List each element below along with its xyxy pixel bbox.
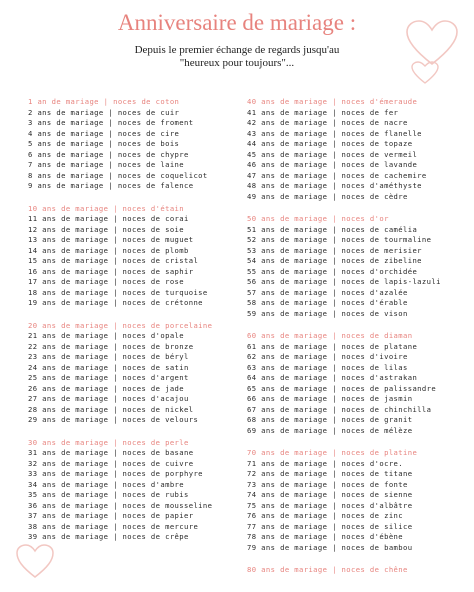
list-item: 76 ans de mariage | noces de zinc xyxy=(247,511,403,520)
list-item: 47 ans de mariage | noces de cachemire xyxy=(247,170,427,180)
subtitle-line-1: Depuis le premier échange de regards jusqu'au xyxy=(134,44,340,56)
list-item: 6 ans de mariage | noces de chypre xyxy=(28,149,189,159)
list-item: 39 ans de mariage | noces de crêpe xyxy=(28,532,189,541)
list-item: 13 ans de mariage | noces de muguet xyxy=(28,235,194,244)
list-item: 16 ans de mariage | noces de saphir xyxy=(28,266,194,276)
list-item: 78 ans de mariage | noces d'ébène xyxy=(247,532,403,541)
section-20 xyxy=(28,321,243,426)
list-item: 22 ans de mariage | noces de bronze xyxy=(28,341,194,351)
list-item: 32 ans de mariage | noces de cuivre xyxy=(28,458,194,468)
list-item: 59 ans de mariage | noces de vison xyxy=(247,308,408,318)
section-heading: 30 ans de mariage | noces de perle xyxy=(28,437,189,447)
right-column xyxy=(247,97,462,576)
subtitle-line-2: "heureux pour toujours"... xyxy=(179,57,295,69)
section-heading: 50 ans de mariage | noces d'or xyxy=(247,214,389,223)
list-item: 42 ans de mariage | noces de nacre xyxy=(247,118,408,127)
list-item: 33 ans de mariage | noces de porphyre xyxy=(28,469,203,478)
list-item: 62 ans de mariage | noces d'ivoire xyxy=(247,352,408,361)
left-column xyxy=(28,97,243,543)
list-item: 46 ans de mariage | noces de lavande xyxy=(247,160,418,169)
list-item: 65 ans de mariage | noces de palissandre xyxy=(247,383,437,393)
list-item: 35 ans de mariage | noces de rubis xyxy=(28,490,189,499)
section-10 xyxy=(28,204,243,309)
section-60 xyxy=(247,331,462,436)
list-item: 3 ans de mariage | noces de froment xyxy=(28,118,194,127)
list-item: 27 ans de mariage | noces d'acajou xyxy=(28,394,189,403)
list-item: 38 ans de mariage | noces de mercure xyxy=(28,521,199,531)
list-item: 34 ans de mariage | noces d'ambre xyxy=(28,479,184,489)
list-item: 29 ans de mariage | noces de velours xyxy=(28,415,199,424)
list-item: 72 ans de mariage | noces de titane xyxy=(247,469,413,478)
list-item: 17 ans de mariage | noces de rose xyxy=(28,277,184,286)
section-heading: 60 ans de mariage | noces de diaman xyxy=(247,331,413,340)
list-item: 77 ans de mariage | noces de silice xyxy=(247,521,413,531)
list-item: 66 ans de mariage | noces de jasmin xyxy=(247,394,413,403)
list-item: 57 ans de mariage | noces d'azalée xyxy=(247,287,408,297)
list-item: 36 ans de mariage | noces de mousseline xyxy=(28,500,213,510)
list-item: 48 ans de mariage | noces d'améthyste xyxy=(247,181,422,190)
list-item: 75 ans de mariage | noces d'albâtre xyxy=(247,500,413,510)
list-item: 45 ans de mariage | noces de vermeil xyxy=(247,149,418,159)
list-item: 2 ans de mariage | noces de cuir xyxy=(28,107,180,117)
list-item: 24 ans de mariage | noces de satin xyxy=(28,362,189,372)
list-item: 54 ans de mariage | noces de zibeline xyxy=(247,256,422,265)
list-item: 68 ans de mariage | noces de granit xyxy=(247,415,413,424)
list-item: 43 ans de mariage | noces de flanelle xyxy=(247,128,422,138)
list-item: 11 ans de mariage | noces de corai xyxy=(28,214,189,223)
list-item: 21 ans de mariage | noces d'opale xyxy=(28,331,184,340)
section-heading: 20 ans de mariage | noces de porcelaine xyxy=(28,320,213,330)
list-item: 7 ans de mariage | noces de laine xyxy=(28,160,184,169)
list-item: 19 ans de mariage | noces de crétonne xyxy=(28,298,203,307)
list-item: 9 ans de mariage | noces de falence xyxy=(28,181,194,190)
list-item: 58 ans de mariage | noces d'érable xyxy=(247,298,408,307)
small-heart-icon xyxy=(410,60,440,86)
list-item: 63 ans de mariage | noces de lilas xyxy=(247,362,408,372)
list-item: 23 ans de mariage | noces de béryl xyxy=(28,352,189,361)
section-70 xyxy=(247,448,462,553)
list-item: 26 ans de mariage | noces de jade xyxy=(28,383,184,393)
list-item: 14 ans de mariage | noces de plomb xyxy=(28,245,189,255)
heart-icon-bottom xyxy=(14,542,56,580)
list-item: 31 ans de mariage | noces de basane xyxy=(28,448,194,457)
section-heading: 1 an de mariage | noces de coton xyxy=(28,97,180,106)
section-heading: 40 ans de mariage | noces d'émeraude xyxy=(247,97,418,106)
section-heading: 80 ans de mariage | noces de chêne xyxy=(247,565,408,574)
page-title: Anniversaire de mariage : xyxy=(117,10,357,35)
section-40 xyxy=(247,97,462,202)
list-item: 51 ans de mariage | noces de camélia xyxy=(247,224,418,234)
list-item: 12 ans de mariage | noces de soie xyxy=(28,224,184,234)
section-50 xyxy=(247,214,462,319)
list-item: 37 ans de mariage | noces de papier xyxy=(28,511,194,520)
list-item: 73 ans de mariage | noces de fonte xyxy=(247,479,408,489)
section-heading: 10 ans de mariage | noces d'étain xyxy=(28,203,184,213)
list-item: 61 ans de mariage | noces de platane xyxy=(247,341,418,351)
list-item: 41 ans de mariage | noces de fer xyxy=(247,107,399,117)
list-item: 18 ans de mariage | noces de turquoise xyxy=(28,287,208,297)
list-item: 5 ans de mariage | noces de bois xyxy=(28,139,180,148)
list-item: 52 ans de mariage | noces de tourmaline xyxy=(247,235,432,244)
list-item: 55 ans de mariage | noces d'orchidée xyxy=(247,266,418,276)
list-item: 67 ans de mariage | noces de chinchilla xyxy=(247,404,432,414)
list-item: 49 ans de mariage | noces de cèdre xyxy=(247,191,408,201)
section-1 xyxy=(28,97,243,192)
list-item: 71 ans de mariage | noces d'ocre. xyxy=(247,458,403,468)
list-item: 79 ans de mariage | noces de bambou xyxy=(247,542,413,552)
list-item: 74 ans de mariage | noces de sienne xyxy=(247,490,413,499)
list-item: 53 ans de mariage | noces de merisier xyxy=(247,245,422,255)
list-item: 8 ans de mariage | noces de coquelicot xyxy=(28,170,208,180)
section-heading: 70 ans de mariage | noces de platine xyxy=(247,448,418,457)
list-item: 44 ans de mariage | noces de topaze xyxy=(247,139,413,148)
list-item: 64 ans de mariage | noces d'astrakan xyxy=(247,373,418,382)
section-30 xyxy=(28,438,243,543)
list-item: 56 ans de mariage | noces de lapis-lazuli xyxy=(247,277,441,286)
list-item: 28 ans de mariage | noces de nickel xyxy=(28,404,194,414)
list-item: 15 ans de mariage | noces de cristal xyxy=(28,256,199,265)
section-80 xyxy=(247,565,462,576)
list-item: 4 ans de mariage | noces de cire xyxy=(28,128,180,138)
list-item: 69 ans de mariage | noces de mélèze xyxy=(247,425,413,435)
list-item: 25 ans de mariage | noces d'argent xyxy=(28,373,189,382)
